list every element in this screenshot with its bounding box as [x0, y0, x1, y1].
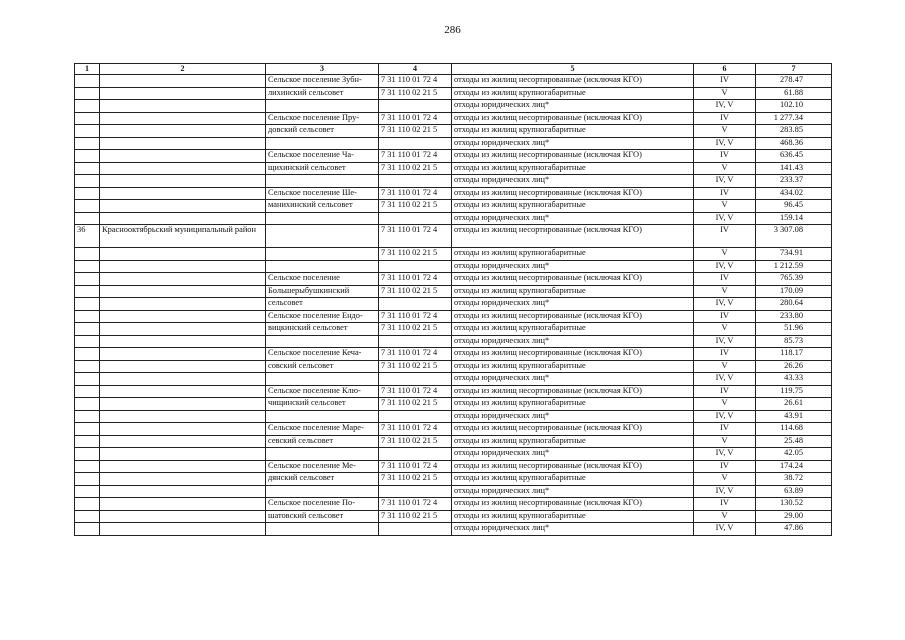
hazard-class-cell: IV [694, 225, 756, 248]
hazard-class-cell: IV, V [694, 175, 756, 188]
settlement-cell [266, 248, 379, 261]
mass-value-cell: 1 212.59 [756, 260, 832, 273]
fkko-code-cell: 7 31 110 01 72 4 [379, 150, 452, 163]
mass-value-cell: 159.14 [756, 212, 832, 225]
waste-type-cell: отходы юридических лиц* [452, 298, 694, 311]
table-row [75, 485, 832, 498]
row-number-cell [75, 285, 100, 298]
table-row [75, 448, 832, 461]
row-number-cell [75, 523, 100, 536]
table-row [75, 225, 832, 248]
settlement-cell: Сельское поселение Ше- [266, 187, 379, 200]
waste-type-cell: отходы из жилищ несортированные (исключая КГО) [452, 310, 694, 323]
waste-type-cell: отходы из жилищ несортированные (исключая КГО) [452, 150, 694, 163]
mass-value-cell: 63.89 [756, 485, 832, 498]
waste-type-cell: отходы из жилищ крупногабаритные [452, 162, 694, 175]
row-number-cell [75, 473, 100, 486]
waste-type-cell: отходы из жилищ несортированные (исключая КГО) [452, 273, 694, 286]
district-cell: Краснооктябрьский муниципальный район [100, 225, 266, 248]
table-header-row [75, 64, 832, 75]
settlement-cell: севский сельсовет [266, 435, 379, 448]
row-number-cell [75, 448, 100, 461]
waste-type-cell: отходы юридических лиц* [452, 212, 694, 225]
waste-table [74, 63, 832, 536]
mass-value-cell: 38.72 [756, 473, 832, 486]
district-cell [100, 187, 266, 200]
fkko-code-cell: 7 31 110 01 72 4 [379, 187, 452, 200]
row-number-cell [75, 398, 100, 411]
settlement-cell [266, 485, 379, 498]
table-row [75, 75, 832, 88]
district-cell [100, 248, 266, 261]
table-row [75, 398, 832, 411]
row-number-cell [75, 373, 100, 386]
hazard-class-cell: V [694, 162, 756, 175]
table-row [75, 360, 832, 373]
fkko-code-cell [379, 485, 452, 498]
settlement-cell: Большерыбушкинский [266, 285, 379, 298]
row-number-cell [75, 410, 100, 423]
waste-type-cell: отходы из жилищ крупногабаритные [452, 200, 694, 213]
mass-value-cell: 280.64 [756, 298, 832, 311]
column-header: 6 [694, 64, 756, 75]
fkko-code-cell: 7 31 110 01 72 4 [379, 498, 452, 511]
row-number-cell [75, 175, 100, 188]
district-cell [100, 125, 266, 138]
district-cell [100, 373, 266, 386]
hazard-class-cell: IV, V [694, 335, 756, 348]
mass-value-cell: 278.47 [756, 75, 832, 88]
settlement-cell [266, 225, 379, 248]
waste-type-cell: отходы юридических лиц* [452, 137, 694, 150]
mass-value-cell: 43.91 [756, 410, 832, 423]
district-cell [100, 112, 266, 125]
fkko-code-cell: 7 31 110 02 21 5 [379, 125, 452, 138]
settlement-cell: Сельское поселение Маре- [266, 423, 379, 436]
mass-value-cell: 233.80 [756, 310, 832, 323]
settlement-cell: Сельское поселение Ча- [266, 150, 379, 163]
waste-type-cell: отходы из жилищ крупногабаритные [452, 125, 694, 138]
district-cell [100, 398, 266, 411]
fkko-code-cell: 7 31 110 01 72 4 [379, 75, 452, 88]
mass-value-cell: 43.33 [756, 373, 832, 386]
hazard-class-cell: IV [694, 273, 756, 286]
hazard-class-cell: IV [694, 310, 756, 323]
fkko-code-cell: 7 31 110 02 21 5 [379, 162, 452, 175]
settlement-cell: Сельское поселение Пру- [266, 112, 379, 125]
fkko-code-cell: 7 31 110 02 21 5 [379, 435, 452, 448]
settlement-cell: вицкинский сельсовет [266, 323, 379, 336]
row-number-cell [75, 510, 100, 523]
district-cell [100, 200, 266, 213]
table-row [75, 260, 832, 273]
settlement-cell: Сельское поселение [266, 273, 379, 286]
mass-value-cell: 141.43 [756, 162, 832, 175]
district-cell [100, 473, 266, 486]
hazard-class-cell: V [694, 125, 756, 138]
table-row [75, 498, 832, 511]
district-cell [100, 498, 266, 511]
settlement-cell [266, 175, 379, 188]
row-number-cell [75, 125, 100, 138]
table-row [75, 200, 832, 213]
hazard-class-cell: V [694, 200, 756, 213]
mass-value-cell: 96.45 [756, 200, 832, 213]
hazard-class-cell: IV, V [694, 410, 756, 423]
district-cell [100, 460, 266, 473]
table-row [75, 323, 832, 336]
settlement-cell: манихинский сельсовет [266, 200, 379, 213]
hazard-class-cell: V [694, 87, 756, 100]
hazard-class-cell: V [694, 510, 756, 523]
district-cell [100, 260, 266, 273]
settlement-cell [266, 335, 379, 348]
fkko-code-cell [379, 410, 452, 423]
fkko-code-cell: 7 31 110 02 21 5 [379, 285, 452, 298]
waste-type-cell: отходы из жилищ крупногабаритные [452, 323, 694, 336]
table-row [75, 87, 832, 100]
mass-value-cell: 3 307.08 [756, 225, 832, 248]
row-number-cell [75, 335, 100, 348]
table-row [75, 460, 832, 473]
hazard-class-cell: IV [694, 423, 756, 436]
mass-value-cell: 1 277.34 [756, 112, 832, 125]
row-number-cell [75, 150, 100, 163]
settlement-cell: Сельское поселение Ендо- [266, 310, 379, 323]
row-number-cell [75, 248, 100, 261]
settlement-cell: Сельское поселение Зубн- [266, 75, 379, 88]
settlement-cell [266, 373, 379, 386]
district-cell [100, 335, 266, 348]
row-number-cell [75, 460, 100, 473]
waste-type-cell: отходы из жилищ крупногабаритные [452, 398, 694, 411]
settlement-cell: щихинский сельсовет [266, 162, 379, 175]
hazard-class-cell: IV, V [694, 373, 756, 386]
mass-value-cell: 118.17 [756, 348, 832, 361]
waste-type-cell: отходы юридических лиц* [452, 175, 694, 188]
settlement-cell: Сельское поселение Кеча- [266, 348, 379, 361]
hazard-class-cell: V [694, 360, 756, 373]
waste-type-cell: отходы из жилищ несортированные (исключая КГО) [452, 225, 694, 248]
table-row [75, 473, 832, 486]
column-header: 2 [100, 64, 266, 75]
mass-value-cell: 119.75 [756, 385, 832, 398]
mass-value-cell: 434.02 [756, 187, 832, 200]
fkko-code-cell [379, 298, 452, 311]
fkko-code-cell: 7 31 110 02 21 5 [379, 248, 452, 261]
table-row [75, 523, 832, 536]
fkko-code-cell [379, 260, 452, 273]
waste-type-cell: отходы юридических лиц* [452, 523, 694, 536]
table-row [75, 435, 832, 448]
hazard-class-cell: IV [694, 498, 756, 511]
hazard-class-cell: IV [694, 348, 756, 361]
mass-value-cell: 170.09 [756, 285, 832, 298]
district-cell [100, 423, 266, 436]
table-row [75, 373, 832, 386]
hazard-class-cell: IV, V [694, 523, 756, 536]
row-number-cell [75, 423, 100, 436]
district-cell [100, 523, 266, 536]
page-number: 286 [444, 24, 461, 36]
row-number-cell [75, 360, 100, 373]
hazard-class-cell: IV, V [694, 298, 756, 311]
settlement-cell [266, 410, 379, 423]
table-row [75, 385, 832, 398]
mass-value-cell: 61.88 [756, 87, 832, 100]
fkko-code-cell: 7 31 110 02 21 5 [379, 87, 452, 100]
column-header: 5 [452, 64, 694, 75]
fkko-code-cell: 7 31 110 02 21 5 [379, 200, 452, 213]
district-cell [100, 435, 266, 448]
waste-type-cell: отходы юридических лиц* [452, 448, 694, 461]
row-number-cell [75, 385, 100, 398]
fkko-code-cell [379, 100, 452, 113]
waste-type-cell: отходы из жилищ крупногабаритные [452, 285, 694, 298]
table-row [75, 310, 832, 323]
fkko-code-cell [379, 137, 452, 150]
table-row [75, 348, 832, 361]
district-cell [100, 175, 266, 188]
hazard-class-cell: V [694, 285, 756, 298]
table-row [75, 335, 832, 348]
row-number-cell [75, 323, 100, 336]
table-row [75, 423, 832, 436]
waste-type-cell: отходы из жилищ несортированные (исключая КГО) [452, 187, 694, 200]
mass-value-cell: 26.61 [756, 398, 832, 411]
hazard-class-cell: IV [694, 75, 756, 88]
district-cell [100, 510, 266, 523]
mass-value-cell: 114.68 [756, 423, 832, 436]
settlement-cell: Сельское поселение По- [266, 498, 379, 511]
mass-value-cell: 636.45 [756, 150, 832, 163]
table-row [75, 298, 832, 311]
table-row [75, 162, 832, 175]
district-cell [100, 485, 266, 498]
district-cell [100, 162, 266, 175]
waste-type-cell: отходы из жилищ несортированные (исключая КГО) [452, 423, 694, 436]
waste-type-cell: отходы из жилищ несортированные (исключая КГО) [452, 460, 694, 473]
table-row [75, 212, 832, 225]
fkko-code-cell [379, 523, 452, 536]
hazard-class-cell: IV, V [694, 100, 756, 113]
district-cell [100, 75, 266, 88]
mass-value-cell: 130.52 [756, 498, 832, 511]
district-cell [100, 285, 266, 298]
district-cell [100, 348, 266, 361]
row-number-cell: 36 [75, 225, 100, 248]
hazard-class-cell: IV, V [694, 485, 756, 498]
row-number-cell [75, 435, 100, 448]
fkko-code-cell [379, 373, 452, 386]
waste-type-cell: отходы из жилищ крупногабаритные [452, 473, 694, 486]
table-row [75, 175, 832, 188]
mass-value-cell: 42.05 [756, 448, 832, 461]
waste-type-cell: отходы из жилищ несортированные (исключая КГО) [452, 385, 694, 398]
waste-type-cell: отходы юридических лиц* [452, 100, 694, 113]
settlement-cell: дянский сельсовет [266, 473, 379, 486]
hazard-class-cell: V [694, 473, 756, 486]
district-cell [100, 323, 266, 336]
hazard-class-cell: V [694, 323, 756, 336]
hazard-class-cell: IV, V [694, 137, 756, 150]
waste-type-cell: отходы юридических лиц* [452, 410, 694, 423]
district-cell [100, 410, 266, 423]
district-cell [100, 212, 266, 225]
row-number-cell [75, 112, 100, 125]
waste-type-cell: отходы из жилищ крупногабаритные [452, 87, 694, 100]
table-row [75, 248, 832, 261]
row-number-cell [75, 187, 100, 200]
waste-type-cell: отходы из жилищ крупногабаритные [452, 510, 694, 523]
column-header: 1 [75, 64, 100, 75]
fkko-code-cell: 7 31 110 02 21 5 [379, 398, 452, 411]
district-cell [100, 298, 266, 311]
waste-type-cell: отходы из жилищ крупногабаритные [452, 435, 694, 448]
district-cell [100, 310, 266, 323]
settlement-cell: сельсовет [266, 298, 379, 311]
mass-value-cell: 283.85 [756, 125, 832, 138]
fkko-code-cell: 7 31 110 01 72 4 [379, 348, 452, 361]
waste-type-cell: отходы юридических лиц* [452, 335, 694, 348]
waste-type-cell: отходы из жилищ несортированные (исключая КГО) [452, 498, 694, 511]
waste-type-cell: отходы юридических лиц* [452, 485, 694, 498]
settlement-cell: Сельское поселение Ме- [266, 460, 379, 473]
fkko-code-cell: 7 31 110 01 72 4 [379, 310, 452, 323]
fkko-code-cell: 7 31 110 02 21 5 [379, 323, 452, 336]
waste-type-cell: отходы из жилищ несортированные (исключая КГО) [452, 348, 694, 361]
waste-type-cell: отходы юридических лиц* [452, 260, 694, 273]
district-cell [100, 137, 266, 150]
waste-type-cell: отходы юридических лиц* [452, 373, 694, 386]
row-number-cell [75, 260, 100, 273]
settlement-cell [266, 448, 379, 461]
mass-value-cell: 29.00 [756, 510, 832, 523]
row-number-cell [75, 212, 100, 225]
table-row [75, 273, 832, 286]
row-number-cell [75, 100, 100, 113]
row-number-cell [75, 137, 100, 150]
table-row [75, 112, 832, 125]
fkko-code-cell: 7 31 110 01 72 4 [379, 225, 452, 248]
mass-value-cell: 26.26 [756, 360, 832, 373]
settlement-cell: довский сельсовет [266, 125, 379, 138]
table-row [75, 150, 832, 163]
table-row [75, 410, 832, 423]
settlement-cell: чищинский сельсовет [266, 398, 379, 411]
district-cell [100, 385, 266, 398]
mass-value-cell: 765.39 [756, 273, 832, 286]
district-cell [100, 273, 266, 286]
fkko-code-cell: 7 31 110 01 72 4 [379, 385, 452, 398]
hazard-class-cell: IV [694, 150, 756, 163]
hazard-class-cell: V [694, 248, 756, 261]
mass-value-cell: 51.96 [756, 323, 832, 336]
settlement-cell: лихинский сельсовет [266, 87, 379, 100]
waste-type-cell: отходы из жилищ крупногабаритные [452, 248, 694, 261]
hazard-class-cell: IV, V [694, 212, 756, 225]
row-number-cell [75, 310, 100, 323]
fkko-code-cell: 7 31 110 02 21 5 [379, 360, 452, 373]
district-cell [100, 100, 266, 113]
hazard-class-cell: IV [694, 460, 756, 473]
table-row [75, 510, 832, 523]
fkko-code-cell [379, 448, 452, 461]
row-number-cell [75, 87, 100, 100]
fkko-code-cell: 7 31 110 01 72 4 [379, 273, 452, 286]
mass-value-cell: 734.91 [756, 248, 832, 261]
table-row [75, 285, 832, 298]
row-number-cell [75, 498, 100, 511]
row-number-cell [75, 485, 100, 498]
fkko-code-cell [379, 175, 452, 188]
mass-value-cell: 233.37 [756, 175, 832, 188]
fkko-code-cell: 7 31 110 02 21 5 [379, 510, 452, 523]
row-number-cell [75, 298, 100, 311]
row-number-cell [75, 200, 100, 213]
column-header: 4 [379, 64, 452, 75]
settlement-cell [266, 523, 379, 536]
fkko-code-cell: 7 31 110 01 72 4 [379, 423, 452, 436]
row-number-cell [75, 348, 100, 361]
mass-value-cell: 47.86 [756, 523, 832, 536]
district-cell [100, 360, 266, 373]
hazard-class-cell: IV, V [694, 260, 756, 273]
waste-type-cell: отходы из жилищ несортированные (исключая КГО) [452, 112, 694, 125]
mass-value-cell: 468.36 [756, 137, 832, 150]
row-number-cell [75, 75, 100, 88]
district-cell [100, 87, 266, 100]
table-row [75, 137, 832, 150]
fkko-code-cell: 7 31 110 01 72 4 [379, 460, 452, 473]
district-cell [100, 448, 266, 461]
settlement-cell [266, 137, 379, 150]
hazard-class-cell: IV [694, 187, 756, 200]
hazard-class-cell: V [694, 435, 756, 448]
waste-type-cell: отходы из жилищ крупногабаритные [452, 360, 694, 373]
table-row [75, 187, 832, 200]
settlement-cell [266, 100, 379, 113]
settlement-cell: совский сельсовет [266, 360, 379, 373]
hazard-class-cell: V [694, 398, 756, 411]
waste-type-cell: отходы из жилищ несортированные (исключая КГО) [452, 75, 694, 88]
table-row [75, 125, 832, 138]
fkko-code-cell [379, 212, 452, 225]
settlement-cell [266, 260, 379, 273]
hazard-class-cell: IV, V [694, 448, 756, 461]
row-number-cell [75, 273, 100, 286]
settlement-cell: Сельское поселение Клю- [266, 385, 379, 398]
column-header: 7 [756, 64, 832, 75]
settlement-cell: шатовский сельсовет [266, 510, 379, 523]
settlement-cell [266, 212, 379, 225]
district-cell [100, 150, 266, 163]
fkko-code-cell [379, 335, 452, 348]
fkko-code-cell: 7 31 110 01 72 4 [379, 112, 452, 125]
table-row [75, 100, 832, 113]
mass-value-cell: 25.48 [756, 435, 832, 448]
column-header: 3 [266, 64, 379, 75]
row-number-cell [75, 162, 100, 175]
hazard-class-cell: IV [694, 112, 756, 125]
mass-value-cell: 174.24 [756, 460, 832, 473]
hazard-class-cell: IV [694, 385, 756, 398]
fkko-code-cell: 7 31 110 02 21 5 [379, 473, 452, 486]
mass-value-cell: 85.73 [756, 335, 832, 348]
mass-value-cell: 102.10 [756, 100, 832, 113]
